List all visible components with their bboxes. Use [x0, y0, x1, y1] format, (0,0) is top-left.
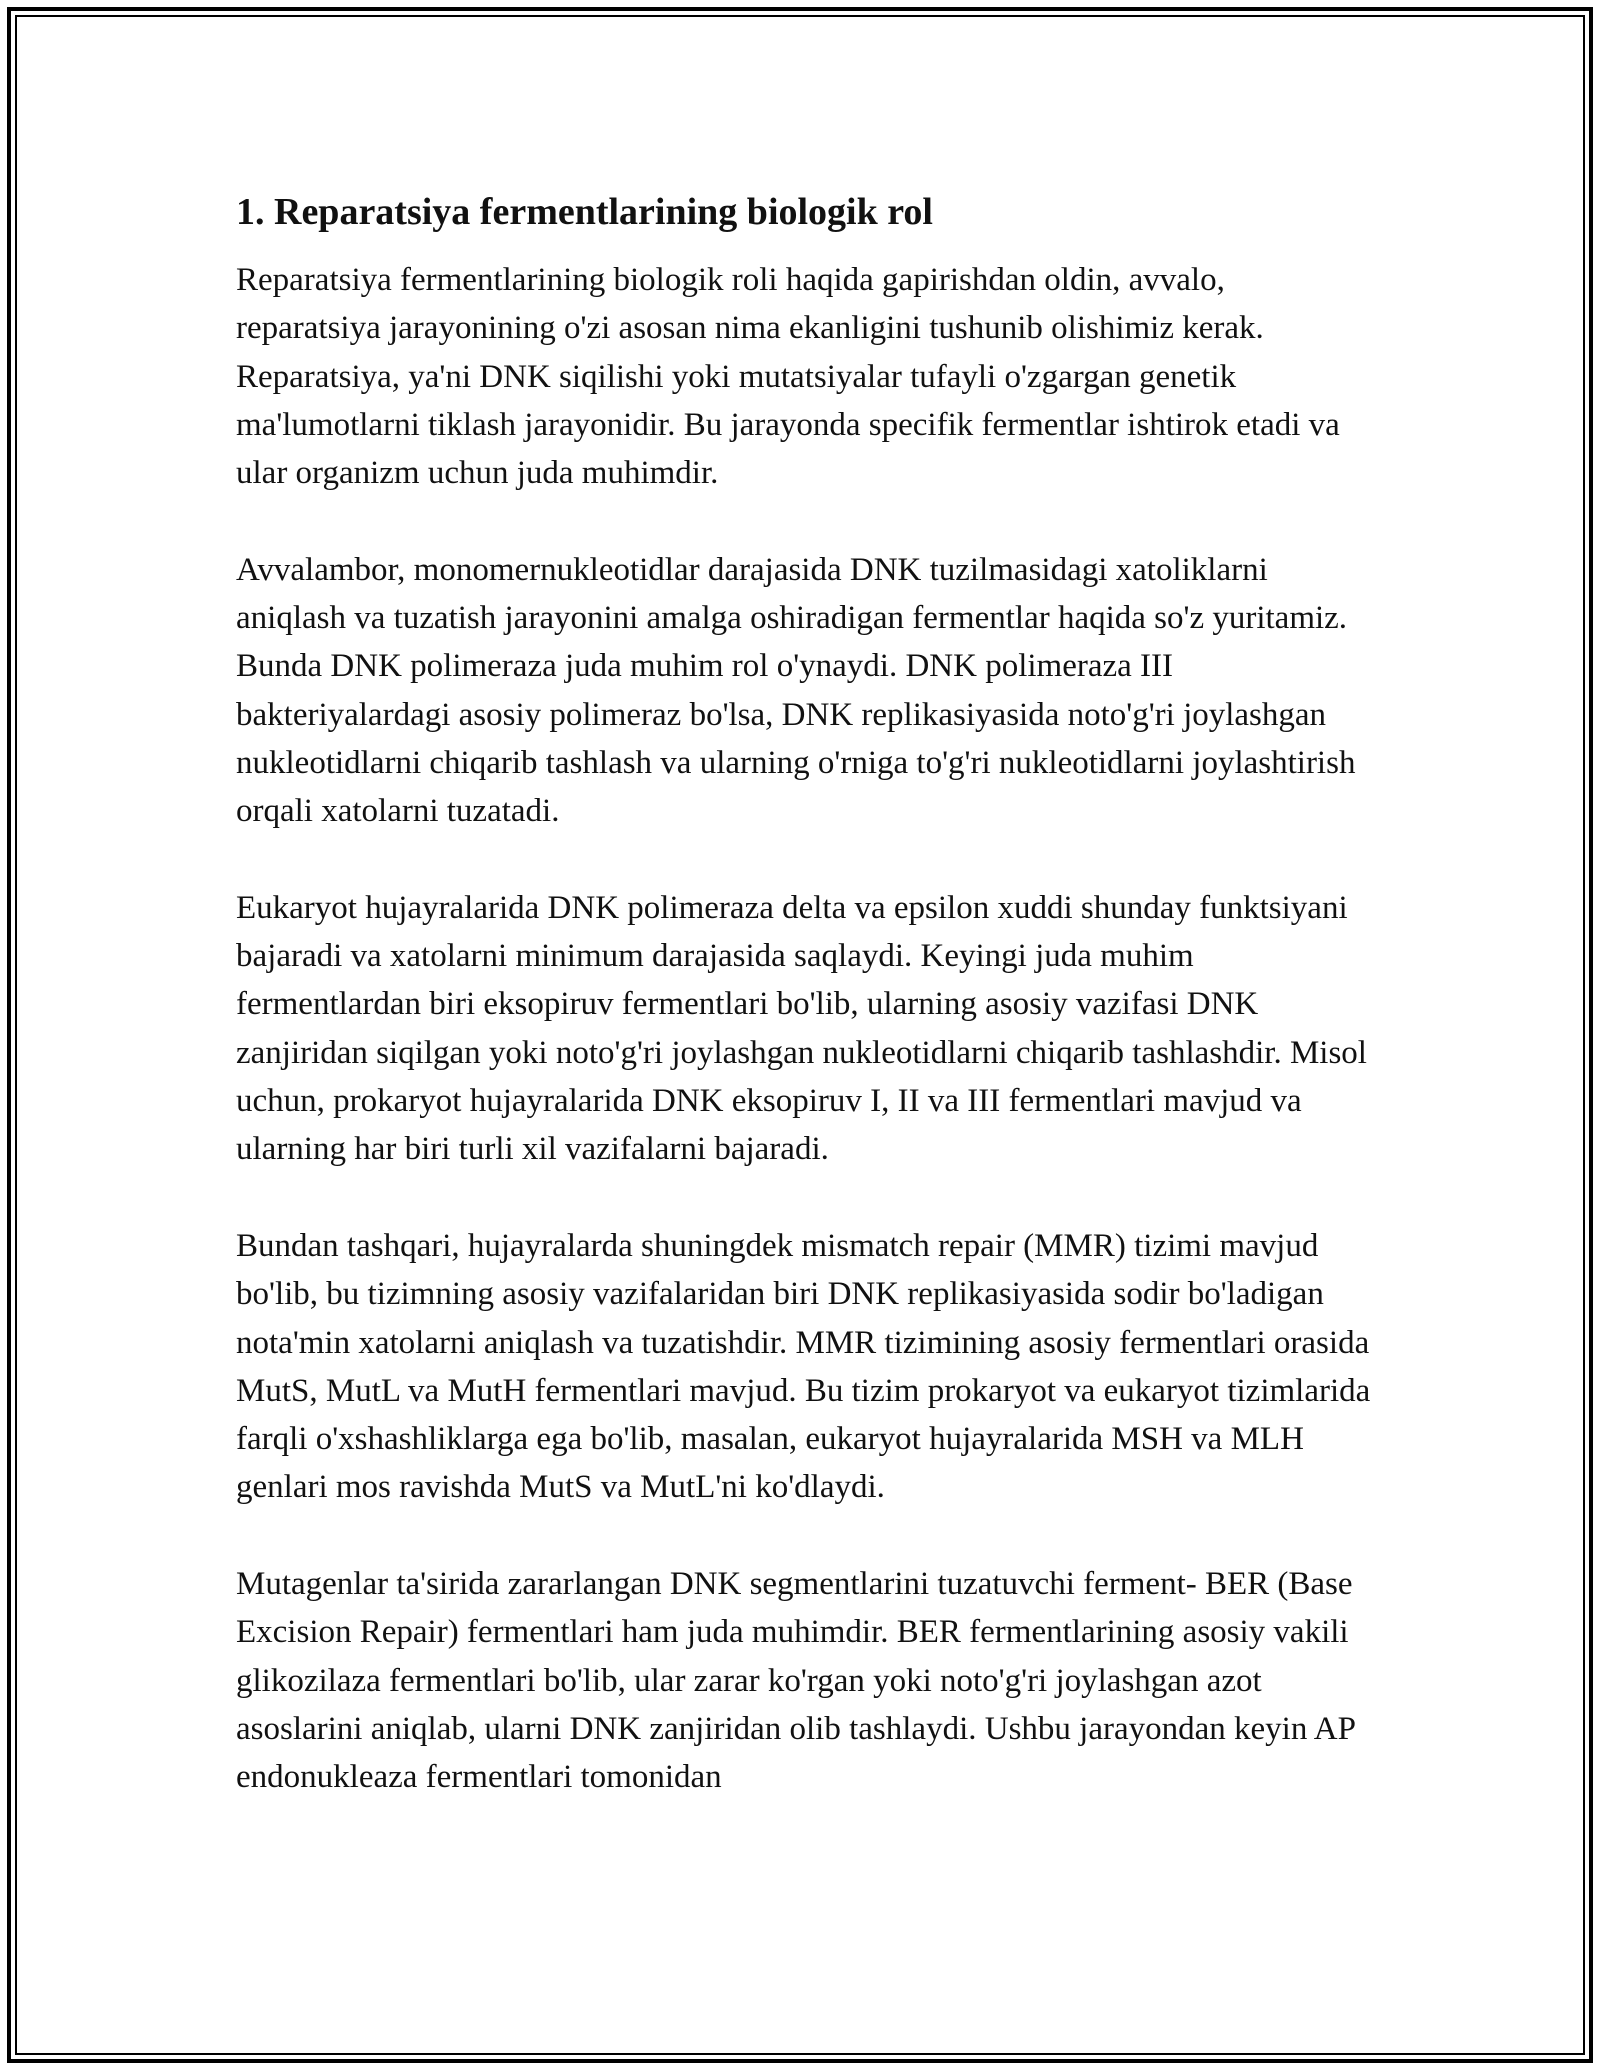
section-heading: 1. Reparatsiya fermentlarining biologik rol: [236, 191, 933, 233]
paragraph-1: Reparatsiya fermentlarining biologik roli haqida gapirishdan oldin, avvalo, reparatsiya jarayonining o'zi asosan nima ekanligini tushunib olishimiz kerak. Reparatsiya, ya'ni DNK siqilishi yoki mutatsiyalar tufayli o'zgargan genetik ma'lumotlarni tiklash jarayonidir. Bu jarayonda specifik fermentlar ishtirok etadi va ular organizm uchun juda muhimdir.: [236, 262, 1340, 492]
document-body: [236, 186, 1376, 1850]
paragraph-4: Bundan tashqari, hujayralarda shuningdek mismatch repair (MMR) tizimi mavjud bo'lib, bu tizimning asosiy vazifalaridan biri DNK replikasiyasida sodir bo'ladigan nota'min xatolarni aniqlash va tuzatishdir. MMR tizimining asosiy fermentlari orasida MutS, MutL va MutH fermentlari mavjud. Bu tizim prokaryot va eukaryot tizimlarida farqli o'xshashliklarga ega bo'lib, masalan, eukaryot hujayralarida MSH va MLH genlari mos ravishda MutS va MutL'ni ko'dlaydi.: [236, 1227, 1371, 1506]
paragraph-2: Avvalambor, monomernukleotidlar darajasida DNK tuzilmasidagi xatoliklarni aniqlash va tuzatish jarayonini amalga oshiradigan fermentlar haqida so'z yuritamiz. Bunda DNK polimeraza juda muhim rol o'ynaydi. DNK polimeraza III bakteriyalardagi asosiy polimeraz bo'lsa, DNK replikasiyasida noto'g'ri joylashgan nukleotidlarni chiqarib tashlash va ularning o'rniga to'g'ri nukleotidlarni joylashtirish orqali xatolarni tuzatadi.: [236, 551, 1356, 830]
paragraph-3: Eukaryot hujayralarida DNK polimeraza delta va epsilon xuddi shunday funktsiyani bajaradi va xatolarni minimum darajasida saqlaydi. Keyingi juda muhim fermentlardan biri eksopiruv fermentlari bo'lib, ularning asosiy vazifasi DNK zanjiridan siqilgan yoki noto'g'ri joylashgan nukleotidlarni chiqarib tashlashdir. Misol uchun, prokaryot hujayralarida DNK eksopiruv I, II va III fermentlari mavjud va ularning har biri turli xil vazifalarni bajaradi.: [236, 889, 1367, 1168]
paragraph-5: Mutagenlar ta'sirida zararlangan DNK segmentlarini tuzatuvchi ferment- BER (Base Excision Repair) fermentlari ham juda muhimdir. BER fermentlarining asosiy vakili glikozilaza fermentlari bo'lib, ular zarar ko'rgan yoki noto'g'ri joylashgan azot asoslarini aniqlab, ularni DNK zanjiridan olib tashlaydi. Ushbu jarayondan keyin AP endonukleaza fermentlari tomonidan: [236, 1566, 1355, 1796]
